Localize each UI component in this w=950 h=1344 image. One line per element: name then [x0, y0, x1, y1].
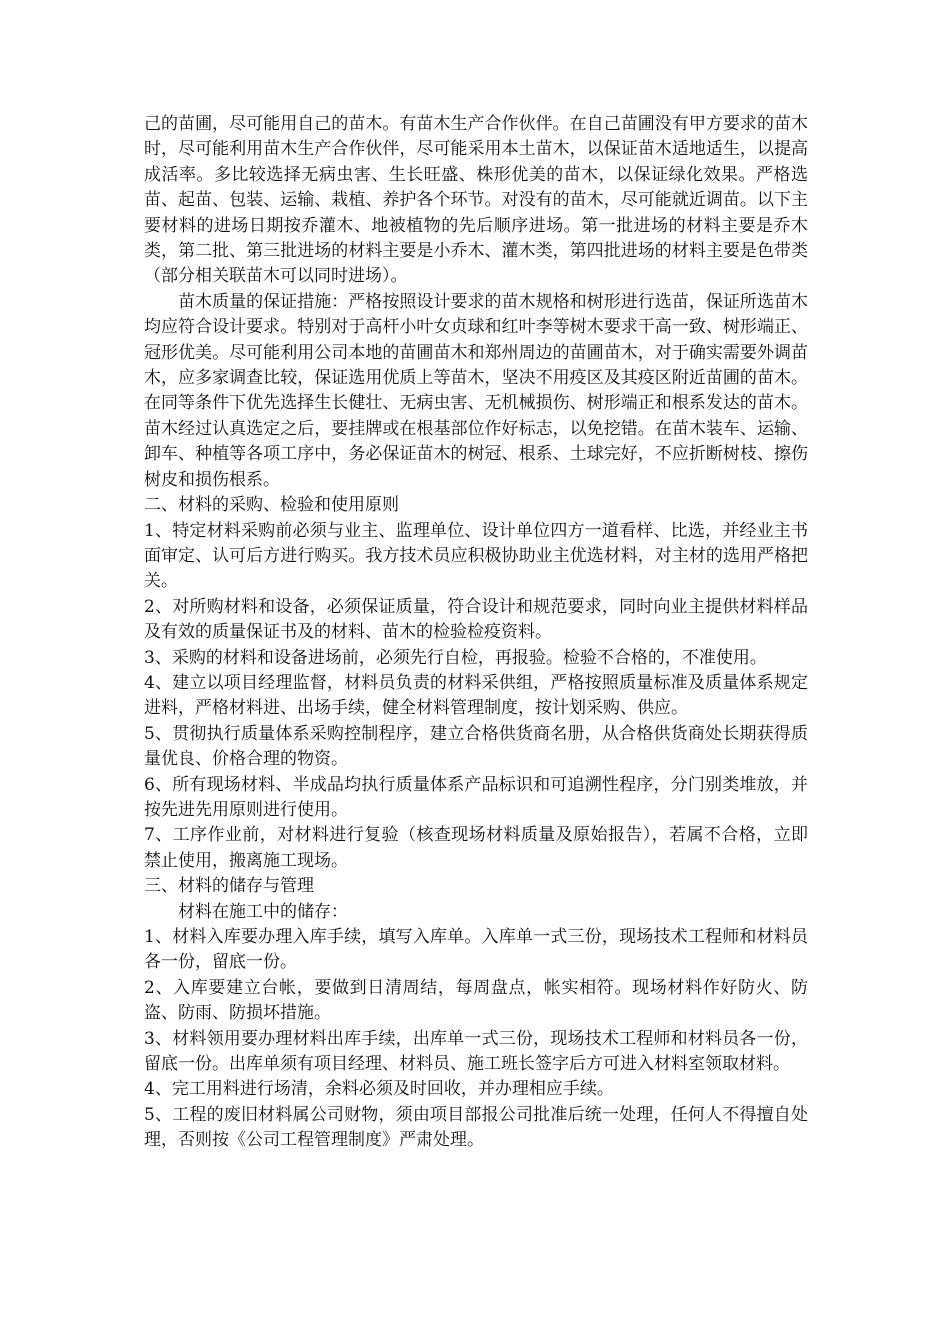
paragraph-seedling-quality: 苗木质量的保证措施：严格按照设计要求的苗木规格和树形进行选苗，保证所选苗木均应符合设计要求。特别对于高杆小叶女贞球和红叶李等树木要求干高一致、树形端正、冠形优美。尽可能利用公司本地的苗圃苗木和郑州周边的苗圃苗木，对于确实需要外调苗木，应多家调查比较，保证选用优质上等苗木，坚决不用疫区及其疫区附近苗圃的苗木。在同等条件下优先选择生长健壮、无病虫害、无机械损伤、树形端正和根系发达的苗木。苗木经过认真选定之后，要挂牌或在根基部位作好标志，以免挖错。在苗木装车、运输、卸车、种植等各项工序中，务必保证苗木的树冠、根系、土球完好，不应折断树枝、擦伤树皮和损伤根系。	[144, 291, 808, 490]
list-item: 7、工序作业前，对材料进行复验（核查现场材料质量及原始报告），若属不合格，立即禁止使用，搬离施工现场。	[144, 825, 808, 871]
list-item: 2、对所购材料和设备，必须保证质量，符合设计和规范要求，同时向业主提供材料样品及有效的质量保证书及的材料、苗木的检验检疫资料。	[144, 596, 808, 643]
paragraph-seedling-sourcing: 己的苗圃，尽可能用自己的苗木。有苗木生产合作伙伴。在自己苗圃没有甲方要求的苗木时，尽可能利用苗木生产合作伙伴，尽可能采用本土苗木，以保证苗木适地适生，以提高成活率。多比较选择无病虫害、生长旺盛、株形优美的苗木，以保证绿化效果。严格选苗、起苗、包装、运输、栽植、养护各个环节。对没有的苗木，尽可能就近调苗。以下主要材料的进场日期按乔灌木、地被植物的先后顺序进场。第一批进场的材料主要是乔木类，第二批、第三批进场的材料主要是小乔木、灌木类，第四批进场的材料主要是色带类（部分相关联苗木可以同时进场）。	[144, 114, 808, 287]
list-item: 6、所有现场材料、半成品均执行质量体系产品标识和可追溯性程序，分门别类堆放，并按先进先用原则进行使用。	[144, 774, 808, 820]
list-item: 3、采购的材料和设备进场前，必须先行自检，再报验。检验不合格的，不准使用。	[144, 647, 767, 668]
document-page	[144, 112, 808, 1154]
list-item: 1、特定材料采购前必须与业主、监理单位、设计单位四方一道看样、比选，并经业主书面审定、认可后方进行购买。我方技术员应积极协助业主优选材料，对主材的选用严格把关。	[144, 520, 808, 592]
paragraph-storage-intro: 材料在施工中的储存：	[178, 901, 348, 922]
list-item: 4、完工用料进行场清，余料必须及时回收，并办理相应手续。	[144, 1079, 614, 1100]
section-heading-storage: 三、材料的储存与管理	[144, 876, 314, 897]
list-item: 5、贯彻执行质量体系采购控制程序，建立合格供货商名册，从合格供货商处长期获得质量优良、价格合理的物资。	[144, 723, 808, 770]
list-item: 2、入库要建立台帐，要做到日清周结，每周盘点，帐实相符。现场材料作好防火、防盗、防雨、防损坏措施。	[144, 977, 808, 1024]
section-heading-procurement: 二、材料的采购、检验和使用原则	[144, 495, 399, 516]
list-item: 5、工程的废旧材料属公司财物，须由项目部报公司批准后统一处理，任何人不得擅自处理，否则按《公司工程管理制度》严肃处理。	[144, 1104, 808, 1151]
list-item: 4、建立以项目经理监督，材料员负责的材料采供组，严格按照质量标准及质量体系规定进料，严格材料进、出场手续，健全材料管理制度，按计划采购、供应。	[144, 672, 808, 719]
list-item: 1、材料入库要办理入库手续，填写入库单。入库单一式三份，现场技术工程师和材料员各一份，留底一份。	[144, 927, 808, 973]
list-item: 3、材料领用要办理材料出库手续，出库单一式三份，现场技术工程师和材料员各一份，留底一份。出库单须有项目经理、材料员、施工班长签字后方可进入材料室领取材料。	[144, 1028, 808, 1075]
